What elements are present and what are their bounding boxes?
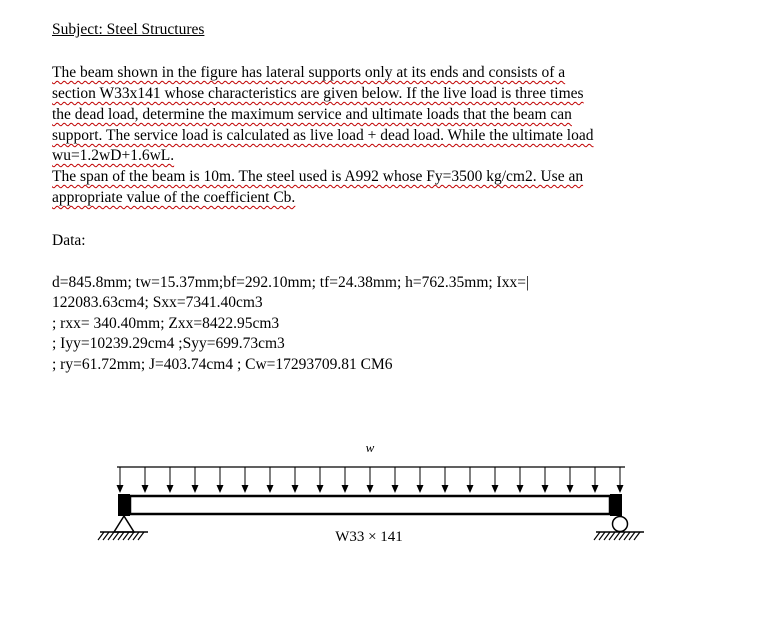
ground-hatch-right [594,532,640,540]
load-arrow [442,467,449,493]
beam-left-end [118,494,130,516]
load-arrow [292,467,299,493]
load-arrow [517,467,524,493]
load-arrow [492,467,499,493]
hatch-stroke [138,532,144,540]
data-line-3: ; rxx= 340.40mm; Zxx=8422.95cm3 [52,315,280,332]
load-arrow [317,467,324,493]
hatch-stroke [629,532,635,540]
section-label: W33 × 141 [335,529,403,545]
distributed-load-arrows [117,467,624,493]
problem-line-7: appropriate value of the coefficient Cb. [52,189,296,206]
pin-support [98,516,148,540]
hatch-stroke [634,532,640,540]
hatch-stroke [123,532,129,540]
hatch-stroke [128,532,134,540]
beam-diagram [0,430,765,580]
problem-line-3: the dead load, determine the maximum service and ultimate loads that the beam can [52,106,572,123]
load-arrow [617,467,624,493]
beam-body [130,496,610,514]
hatch-stroke [113,532,119,540]
load-arrow [217,467,224,493]
load-arrow [267,467,274,493]
problem-line-2: section W33x141 whose characteristics are given below. If the live load is three times [52,85,584,102]
hatch-stroke [118,532,124,540]
load-arrow [542,467,549,493]
hatch-stroke [108,532,114,540]
data-line-4: ; Iyy=10239.29cm4 ;Syy=699.73cm3 [52,335,285,352]
data-line-2: 122083.63cm4; Sxx=7341.40cm3 [52,294,263,311]
hatch-stroke [133,532,139,540]
load-arrow [392,467,399,493]
hatch-stroke [599,532,605,540]
load-arrow [467,467,474,493]
hatch-stroke [609,532,615,540]
load-arrow [242,467,249,493]
load-arrow [167,467,174,493]
hatch-stroke [624,532,630,540]
data-line-5: ; ry=61.72mm; J=403.74cm4 ; Cw=17293709.81 CM6 [52,356,393,373]
load-arrow [142,467,149,493]
load-arrow [417,467,424,493]
beam-figure [0,430,765,580]
problem-line-4: support. The service load is calculated as live load + dead load. While the ultimate load [52,127,594,144]
load-arrow [567,467,574,493]
load-label: w [365,440,375,455]
hatch-stroke [619,532,625,540]
beam-right-end [610,494,622,516]
hatch-stroke [103,532,109,540]
load-arrow [592,467,599,493]
load-arrow [192,467,199,493]
hatch-stroke [98,532,104,540]
roller-support [594,517,644,541]
data-line-1: d=845.8mm; tw=15.37mm;bf=292.10mm; tf=24.38mm; h=762.35mm; Ixx=| [52,274,530,291]
problem-line-6: The span of the beam is 10m. The steel used is A992 whose Fy=3500 kg/cm2. Use an [52,168,584,185]
hatch-stroke [594,532,600,540]
hatch-stroke [614,532,620,540]
load-arrow [117,467,124,493]
load-arrow [367,467,374,493]
problem-line-5: wu=1.2wD+1.6wL. [52,147,175,164]
subject-heading: Subject: Steel Structures [52,21,205,38]
load-arrow [342,467,349,493]
hatch-stroke [604,532,610,540]
ground-hatch-left [98,532,144,540]
data-label: Data: [52,232,86,249]
problem-line-1: The beam shown in the figure has lateral supports only at its ends and consists of a [52,64,566,81]
